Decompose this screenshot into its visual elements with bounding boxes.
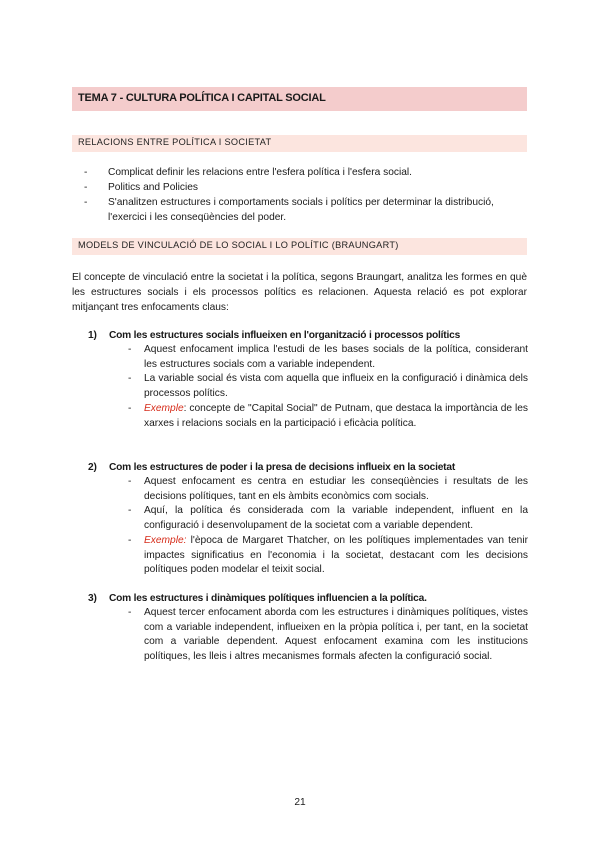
approach-number: 3): [88, 593, 97, 604]
example-text: l'època de Margaret Thatcher, on les polítiques implementades van tenir impactes significatius en l'economia i la societat, destacant com les decisions polítiques poden modelar el teixit social.: [144, 534, 528, 576]
example-label: Exemple: [144, 402, 184, 414]
approach-title: Com les estructures socials influeixen en l'organització i processos polítics: [109, 330, 461, 341]
list-item: - Aquest enfocament implica l'estudi de les bases socials de la política, considerant les estructures socials com a variable independent.: [128, 343, 528, 372]
approach-3: [88, 591, 528, 665]
approach-heading: [88, 460, 528, 475]
list-item: - S'analitzen estructures i comportaments socials i polítics per determinar la distribució, l'exercici i les conseqüències del poder.: [84, 195, 524, 225]
approach-2: [88, 460, 528, 578]
approach-heading: [88, 328, 528, 343]
approach-1-items: [128, 343, 528, 431]
approach-2-items: [128, 475, 528, 578]
relacions-list: [84, 165, 524, 225]
example-text: : concepte de "Capital Social" de Putnam, que destaca la importància de les xarxes i relacions socials en la participació i eficàcia política.: [144, 402, 528, 429]
approach-title: Com les estructures de poder i la presa de decisions influeix en la societat: [109, 462, 456, 473]
list-item: - Aquí, la política és considerada com la variable independent, influent en la configuració i desenvolupament de la societat com a variable dependent.: [128, 504, 528, 533]
list-item: - Politics and Policies: [84, 180, 524, 195]
list-item: - Aquest enfocament es centra en estudiar les conseqüències i resultats de les decisions polítiques, tant en els àmbits econòmics com socials.: [128, 475, 528, 504]
list-item: - Complicat definir les relacions entre l'esfera política i l'esfera social.: [84, 165, 524, 180]
approach-heading: [88, 591, 528, 606]
approach-title: Com les estructures i dinàmiques polítiques influencien a la política.: [109, 593, 427, 604]
approach-number: 1): [88, 330, 97, 341]
intro-paragraph: El concepte de vinculació entre la societat i la política, segons Braungart, analitza les formes en què les estructures socials i els processos polítics es relacionen. Aquesta relació es pot explorar mitjançant tres enfocaments claus:: [72, 272, 527, 313]
approach-number: 2): [88, 462, 97, 473]
list-item-example: [128, 534, 528, 578]
approach-3-items: [128, 606, 528, 665]
page-title: TEMA 7 - CULTURA POLÍTICA I CAPITAL SOCIAL: [72, 87, 527, 111]
list-item-example: [128, 402, 528, 431]
list-item: - Aquest tercer enfocament aborda com les estructures i dinàmiques polítiques, vistes com a variable independent, influeixen en la pròpia política i, per tant, en la societat com a variable dependent. Aquest enfocament examina com les institucions polítiques, les lleis i altres mecanismes formals afecten la configuració social.: [128, 606, 528, 665]
page-number: 21: [294, 797, 306, 808]
approach-1: [88, 328, 528, 431]
list-item: - La variable social és vista com aquella que influeix en la configuració i dinàmica dels processos polítics.: [128, 372, 528, 401]
section-heading-relacions: RELACIONS ENTRE POLÍTICA I SOCIETAT: [72, 135, 527, 152]
section-heading-models: MODELS DE VINCULACIÓ DE LO SOCIAL I LO POLÍTIC (BRAUNGART): [72, 238, 527, 255]
example-label: Exemple:: [144, 534, 187, 546]
